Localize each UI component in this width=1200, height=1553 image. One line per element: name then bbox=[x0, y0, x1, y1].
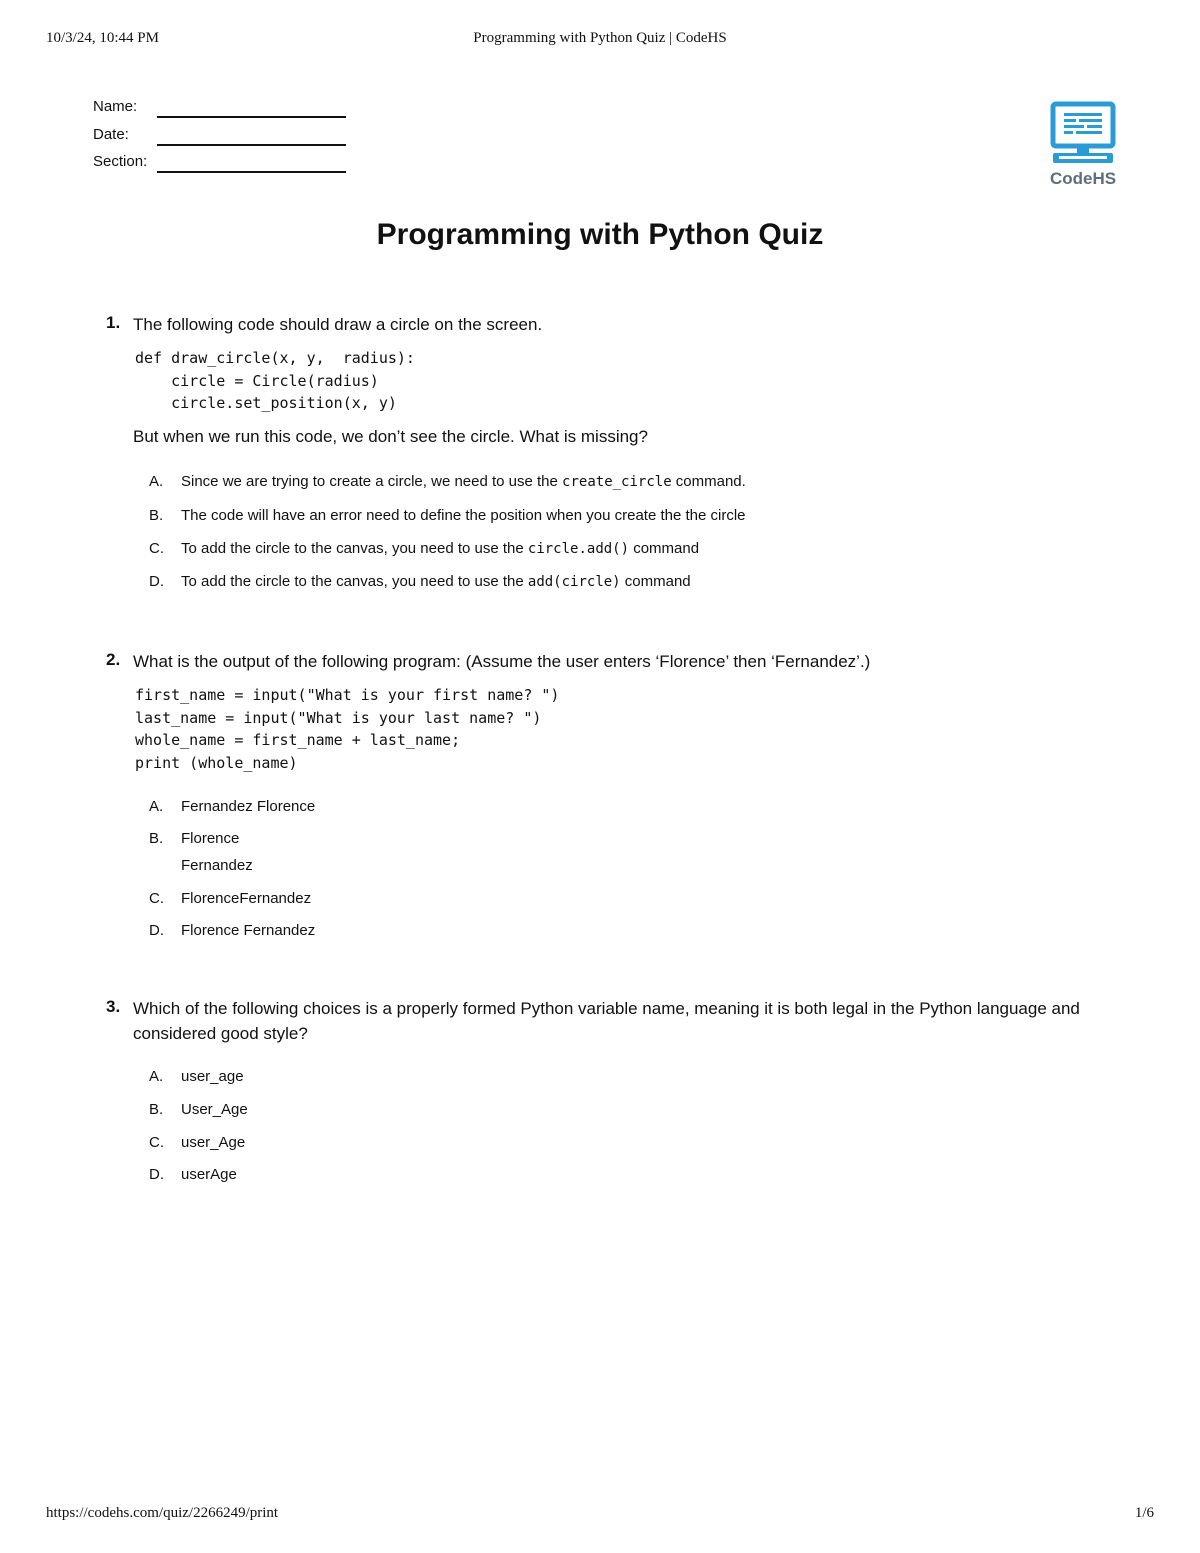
section-field bbox=[93, 152, 353, 180]
computer-monitor-icon bbox=[1044, 101, 1122, 167]
choice-letter: B. bbox=[149, 1101, 164, 1118]
choice-text: Florence Fernandez bbox=[181, 922, 316, 939]
choice-letter: D. bbox=[149, 922, 164, 939]
question-number: 3. bbox=[106, 997, 121, 1016]
question-text: The following code should draw a circle on the screen. bbox=[133, 315, 543, 334]
choice-text: FlorenceFernandez bbox=[181, 890, 312, 907]
print-datetime: 10/3/24, 10:44 PM bbox=[46, 30, 159, 46]
choice-text: Florence Fernandez bbox=[181, 830, 253, 874]
choice-letter: C. bbox=[149, 1134, 164, 1151]
choice-text: userAge bbox=[181, 1166, 237, 1183]
choice-letter: C. bbox=[149, 890, 164, 907]
choice-letter: A. bbox=[149, 798, 164, 815]
inline-code: add(circle) bbox=[527, 574, 621, 590]
print-page-number: 1/6 bbox=[1134, 1505, 1154, 1521]
question-number: 1. bbox=[106, 313, 121, 332]
choice-text: User_Age bbox=[181, 1101, 248, 1118]
choice-letter: C. bbox=[149, 540, 164, 557]
choice-text: To add the circle to the canvas, you need to use the add(circle) command bbox=[181, 573, 691, 590]
code-block: first_name = input("What is your first name? ") last_name = input("What is your last name? ") whole_name = first_name + last_name; print (whole_name) bbox=[135, 686, 560, 772]
question-followup: But when we run this code, we don’t see the circle. What is missing? bbox=[133, 427, 648, 446]
choice-text: Since we are trying to create a circle, we need to use the create_circle command. bbox=[181, 473, 746, 490]
section-blank-line bbox=[157, 171, 346, 173]
date-label: Date: bbox=[93, 125, 129, 143]
choice-letter: A. bbox=[149, 1068, 164, 1085]
choice-text: user_Age bbox=[181, 1134, 246, 1151]
choice-letter: A. bbox=[149, 473, 164, 490]
choice-letter: B. bbox=[149, 507, 164, 524]
choice-text: The code will have an error need to define the position when you create the the circle bbox=[181, 507, 746, 524]
name-label: Name: bbox=[93, 98, 138, 115]
question-text: What is the output of the following program: (Assume the user enters ‘Florence’ then ‘Fernandez’.) bbox=[133, 652, 871, 671]
choice-text: To add the circle to the canvas, you need to use the circle.add() command bbox=[181, 540, 700, 557]
inline-code: circle.add() bbox=[527, 541, 630, 557]
choice-text: user_age bbox=[181, 1068, 244, 1085]
inline-code: create_circle bbox=[562, 474, 672, 490]
codehs-logo bbox=[1044, 101, 1122, 191]
choice-letter: D. bbox=[149, 573, 164, 590]
section-label: Section: bbox=[93, 153, 148, 170]
choice-letter: D. bbox=[149, 1166, 164, 1183]
code-block: def draw_circle(x, y, radius): circle = Circle(radius) circle.set_position(x, y) bbox=[135, 349, 415, 413]
date-field bbox=[93, 125, 353, 153]
choice-letter: B. bbox=[149, 830, 164, 847]
student-info-fields bbox=[93, 97, 353, 180]
quiz-title: Programming with Python Quiz bbox=[376, 218, 824, 251]
name-blank-line bbox=[157, 116, 346, 118]
question-text: Which of the following choices is a properly formed Python variable name, meaning it is both legal in the Python language and considered good style? bbox=[133, 999, 1080, 1043]
question-number: 2. bbox=[106, 650, 121, 669]
print-page-title: Programming with Python Quiz | CodeHS bbox=[473, 30, 727, 46]
name-field bbox=[93, 97, 353, 125]
choice-text: Fernandez Florence bbox=[181, 798, 316, 815]
date-blank-line bbox=[157, 144, 346, 146]
logo-wordmark: CodeHS bbox=[1049, 169, 1117, 188]
print-url: https://codehs.com/quiz/2266249/print bbox=[46, 1505, 279, 1521]
